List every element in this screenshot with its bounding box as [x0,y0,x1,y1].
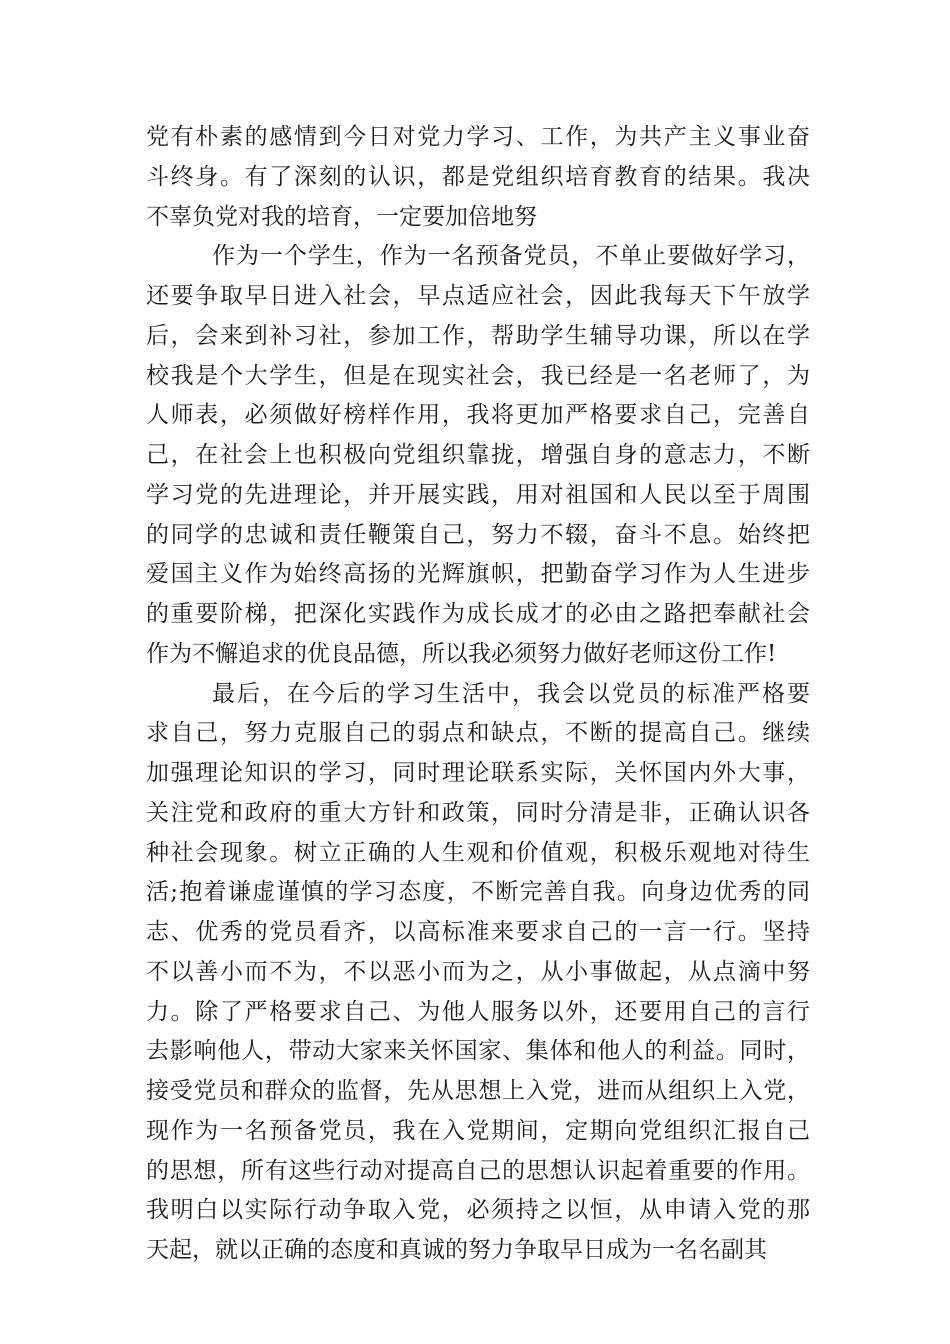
document-body [146,118,810,1271]
text-line: 的重要阶梯，把深化实践作为成长成才的必由之路把奉献社会 [146,601,810,627]
text-line: 去影响他人，带动大家来关怀国家、集体和他人的利益。同时， [146,1038,810,1065]
text-line: 还要争取早日进入社会，早点适应社会，因此我每天下午放学 [146,283,810,309]
text-line: 种社会现象。树立正确的人生观和价值观，积极乐观地对待生 [146,839,810,866]
text-line: 不辜负党对我的培育，一定要加倍地努 [146,203,537,230]
text-line: 加强理论知识的学习，同时理论联系实际，关怀国内外大事， [146,760,810,786]
text-line: 天起，就以正确的态度和真诚的努力争取早日成为一名名副其 [146,1237,767,1263]
text-line: 接受党员和群众的监督，先从思想上入党，进而从组织上入党， [146,1078,810,1104]
text-line: 不以善小而不为，不以恶小而为之，从小事做起，从点滴中努 [146,958,810,985]
text-line: 求自己，努力克服自己的弱点和缺点，不断的提高自己。继续 [146,720,810,747]
text-line: 学习党的先进理论，并开展实践，用对祖国和人民以至于周围 [146,481,810,508]
text-line: 最后，在今后的学习生活中，我会以党员的标准严格要 [212,680,810,707]
paragraph [146,675,810,1271]
text-line: 的同学的忠诚和责任鞭策自己，努力不辍，奋斗不息。始终把 [146,521,810,548]
text-line: 党有朴素的感情到今日对党力学习、工作，为共产主义事业奋 [146,124,810,150]
text-line: 作为一个学生，作为一名预备党员，不单止要做好学习， [212,243,810,270]
paragraph [146,237,810,674]
text-line: 人师表，必须做好榜样作用，我将更加严格要求自己，完善自 [146,402,810,429]
text-line: 作为不懈追求的优良品德，所以我必须努力做好老师这份工作! [146,640,777,667]
text-line: 现作为一名预备党员，我在入党期间，定期向党组织汇报自己 [146,1117,810,1144]
text-line: 我明白以实际行动争取入党，必须持之以恒，从申请入党的那 [146,1197,810,1224]
text-line: 校我是个大学生，但是在现实社会，我已经是一名老师了，为 [146,362,810,389]
text-line: 后，会来到补习社，参加工作，帮助学生辅导功课，所以在学 [146,322,810,349]
text-line: 关注党和政府的重大方针和政策，同时分清是非，正确认识各 [146,799,810,826]
text-line: 己，在社会上也积极向党组织靠拢，增强自身的意志力，不断 [146,442,810,468]
text-line: 志、优秀的党员看齐，以高标准来要求自己的一言一行。坚持 [146,919,810,945]
text-line: 力。除了严格要求自己、为他人服务以外，还要用自己的言行 [146,998,810,1025]
paragraph [146,118,810,237]
text-line: 的思想，所有这些行动对提高自己的思想认识起着重要的作用。 [146,1157,810,1184]
text-line: 活;抱着谦虚谨慎的学习态度，不断完善自我。向身边优秀的同 [146,879,810,906]
text-line: 斗终身。有了深刻的认识，都是党组织培育教育的结果。我决 [146,163,810,190]
text-line: 爱国主义作为始终高扬的光辉旗帜，把勤奋学习作为人生进步 [146,561,810,588]
